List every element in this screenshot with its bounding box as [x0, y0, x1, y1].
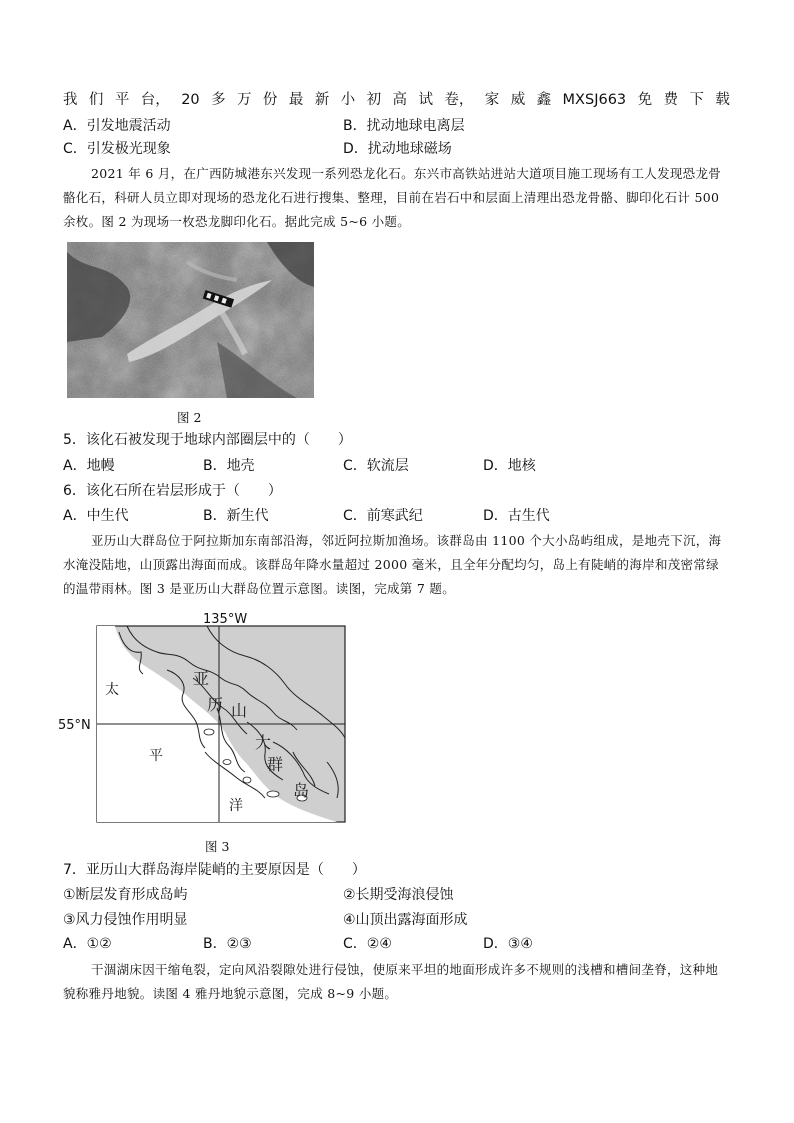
q5-stem: 5．该化石被发现于地球内部圈层中的（ ）: [63, 432, 352, 448]
q7-option-b[interactable]: B．②③: [203, 936, 252, 952]
prev-option-c[interactable]: C．引发极光现象: [63, 141, 171, 157]
map-ocean-char: 洋: [229, 798, 243, 814]
header-word: 费: [663, 92, 678, 108]
figure2-caption: 图 2: [177, 410, 202, 425]
q7-option-a[interactable]: A．①②: [63, 936, 112, 952]
q6-option-d[interactable]: D．古生代: [483, 508, 550, 524]
header-word: 20: [181, 92, 200, 108]
header-word: 免: [637, 92, 653, 108]
header-word: 家: [484, 92, 500, 108]
header-word: 份: [262, 92, 278, 108]
map-island-char: 亚: [193, 669, 210, 688]
header-word: 多: [211, 92, 226, 108]
header-word: MXSJ663: [562, 92, 627, 108]
header-word: 初: [366, 92, 382, 108]
map-island-char: 历: [207, 695, 224, 714]
header-word: 小: [340, 92, 356, 108]
map-longitude-label: 135°W: [203, 612, 248, 627]
q5-option-a[interactable]: A．地幔: [63, 458, 115, 474]
header-word: 威: [510, 92, 526, 108]
header-word: 新: [314, 92, 330, 108]
q6-stem: 6．该化石所在岩层形成于（ ）: [63, 483, 282, 499]
q5-option-b[interactable]: B．地壳: [203, 458, 255, 474]
q7-statement-1: ①断层发育形成岛屿: [63, 887, 188, 903]
q7-option-d[interactable]: D．③④: [483, 936, 533, 952]
header-word: 卷，: [444, 92, 474, 108]
promo-header: [63, 91, 730, 109]
q5-option-d[interactable]: D．地核: [483, 458, 536, 474]
header-word: 最: [288, 92, 304, 108]
header-word: 台，: [140, 92, 170, 108]
header-word: 鑫: [536, 92, 552, 108]
map-ocean-char: 平: [149, 748, 163, 764]
dinosaur-footprint-photo: [67, 242, 314, 398]
map-ocean-char: 太: [105, 682, 119, 698]
prev-option-b[interactable]: B．扰动地球电离层: [343, 118, 465, 134]
q6-option-b[interactable]: B．新生代: [203, 508, 269, 524]
map-latitude-label: 55°N: [58, 718, 91, 733]
passage-dinosaur: 2021 年 6 月，在广西防城港东兴发现一系列恐龙化石。东兴市高铁站进站大道项目施工现场有工人发现恐龙骨骼化石，科研人员立即对现场的恐龙化石进行搜集、整理，目前在岩石中和层面上清理出恐龙骨骼、脚印化石计 500 余枚。图 2 为现场一枚恐龙脚印化石。据此完成 5~6 小题。: [63, 166, 722, 229]
passage-alexander: 亚历山大群岛位于阿拉斯加东南部沿海，邻近阿拉斯加渔场。该群岛由 1100 个大小岛屿组成，是地壳下沉，海水淹没陆地，山顶露出海面而成。该群岛年降水量超过 2000 毫米，且全年分配均匀，岛上有陡峭的海岸和茂密常绿的温带雨林。图 3 是亚历山大群岛位置示意图。读图，完成第 7 题。: [63, 533, 722, 596]
passage-yardang: 干涸湖床因干缩龟裂，定向风沿裂隙处进行侵蚀，使原来平坦的地面形成许多不规则的浅槽和槽间垄脊，这种地貌称雅丹地貌。读图 4 雅丹地貌示意图，完成 8~9 小题。: [63, 962, 719, 1001]
map-island-char: 大: [255, 733, 272, 752]
q6-option-c[interactable]: C．前寒武纪: [343, 508, 423, 524]
header-word: 下: [689, 92, 704, 108]
figure3-caption: 图 3: [205, 839, 230, 854]
header-word: 们: [88, 92, 104, 108]
q6-option-a[interactable]: A．中生代: [63, 508, 129, 524]
q7-statement-4: ④山顶出露海面形成: [343, 912, 468, 928]
header-word: 万: [236, 92, 252, 108]
map-island-char: 群: [267, 755, 284, 774]
q5-option-c[interactable]: C．软流层: [343, 458, 409, 474]
header-word: 高: [392, 92, 408, 108]
header-word: 试: [418, 92, 433, 108]
header-word: 平: [114, 92, 130, 108]
q7-stem: 7．亚历山大群岛海岸陡峭的主要原因是（ ）: [63, 862, 366, 878]
header-word: 载: [715, 92, 730, 108]
prev-option-d[interactable]: D．扰动地球磁场: [343, 141, 452, 157]
map-island-char: 岛: [293, 781, 310, 800]
q7-statement-3: ③风力侵蚀作用明显: [63, 912, 188, 928]
header-word: 我: [63, 92, 78, 108]
q7-option-c[interactable]: C．②④: [343, 936, 392, 952]
prev-option-a[interactable]: A．引发地震活动: [63, 118, 171, 134]
q7-statement-2: ②长期受海浪侵蚀: [343, 887, 454, 903]
map-island-char: 山: [231, 701, 248, 720]
